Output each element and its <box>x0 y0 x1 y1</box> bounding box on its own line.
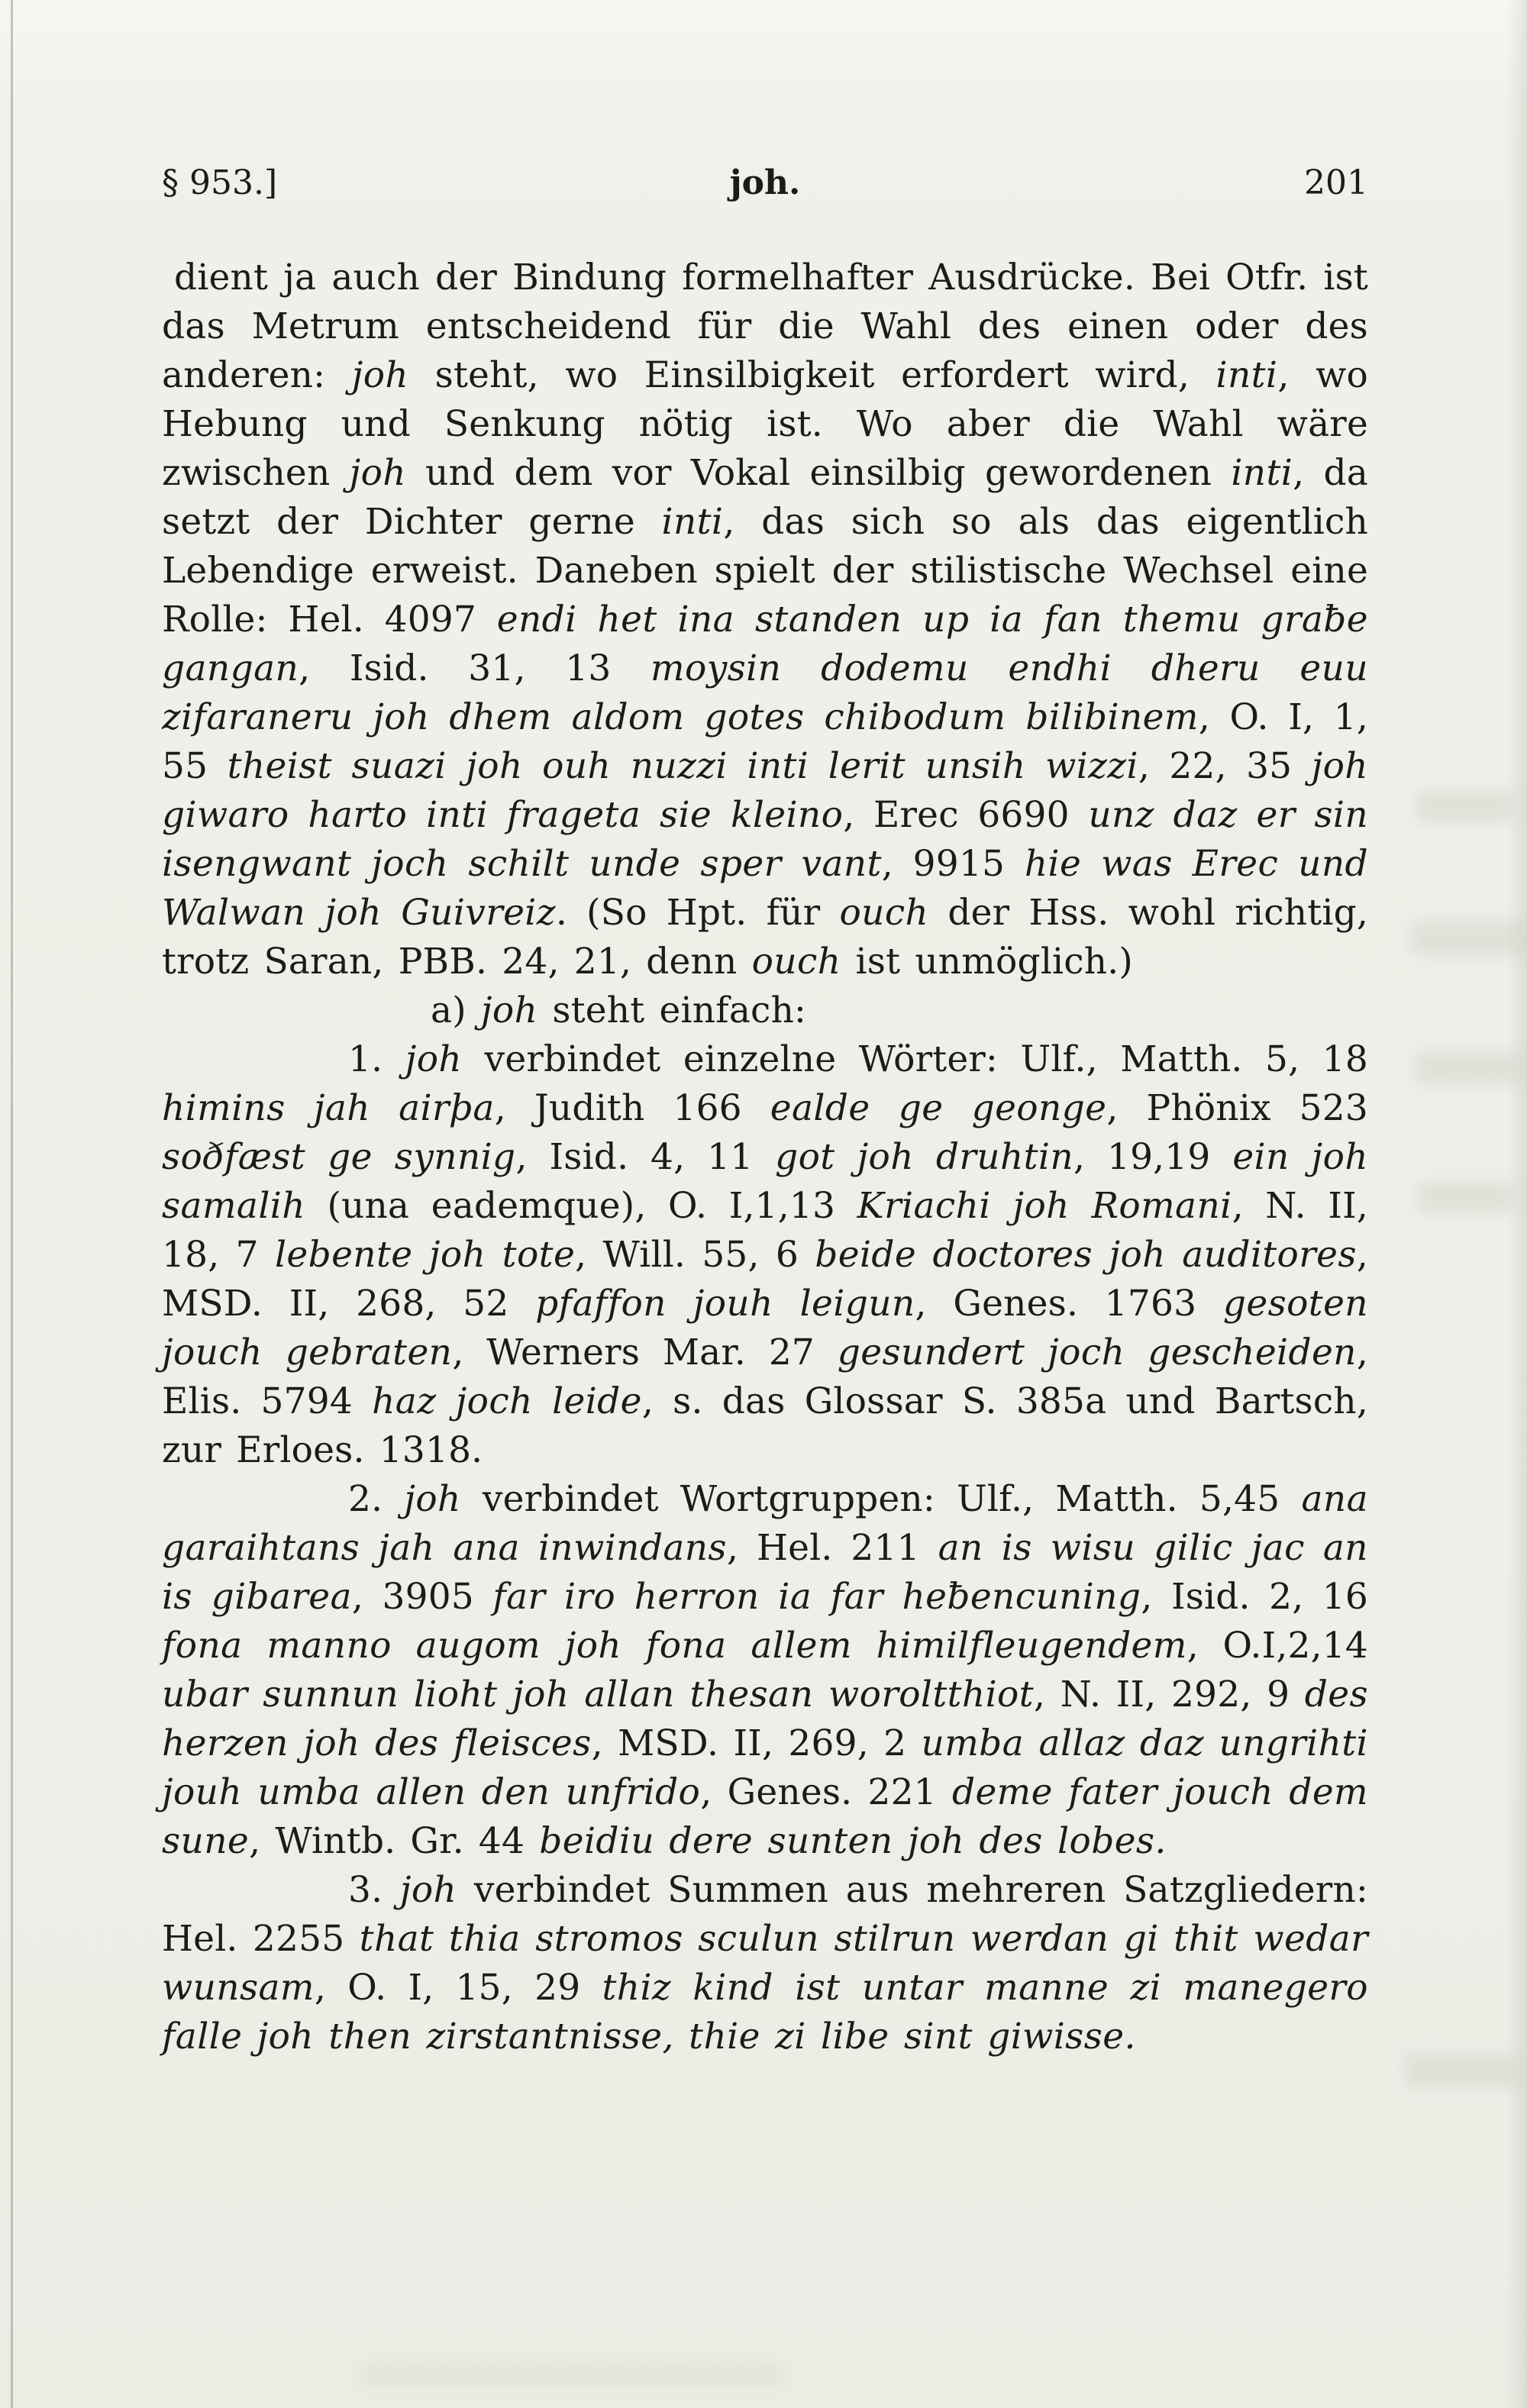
body-text: 1. <box>348 1038 405 1080</box>
body-text: , Isid. 4, 11 <box>515 1136 776 1178</box>
text-block <box>162 253 1368 2061</box>
italic-citation: haz joch leide <box>372 1380 642 1422</box>
section-number: § 953.] <box>162 163 278 202</box>
italic-citation: an is wisu gilic jac an is gibarea <box>162 1527 1368 1618</box>
italic-citation: ein joh samalih <box>162 1136 1368 1227</box>
body-text: der Hss. wohl richtig, trotz Saran, PBB. 24, 21, denn <box>162 892 1368 983</box>
italic-citation: pfaffon jouh leigun <box>535 1283 915 1325</box>
italic-citation: theist suazi joh ouh nuzzi inti lerit unsih wizzi <box>227 745 1138 787</box>
body-text: , Genes. 1763 <box>915 1283 1223 1325</box>
running-header <box>162 163 1368 204</box>
italic-citation: gesundert joch gescheiden <box>837 1332 1357 1373</box>
item-2 <box>162 1475 1368 1866</box>
italic-citation: joh <box>480 989 538 1031</box>
body-text: und dem vor Vokal einsilbig gewordenen <box>405 452 1232 494</box>
italic-citation: unz daz er sin isengwant joch schilt unde sper vant <box>162 794 1368 885</box>
body-text: , O. I, 15, 29 <box>314 1967 602 2009</box>
body-text: verbindet einzelne Wörter: Ulf., Matth. 5, 18 <box>462 1038 1368 1080</box>
body-text: , Judith 166 <box>494 1087 770 1129</box>
italic-citation: joh <box>349 452 406 494</box>
scan-artifact <box>1414 1052 1521 1084</box>
body-text: , N. II, 18, 7 <box>162 1185 1368 1276</box>
body-text: steht, wo Einsilbigkeit erfordert wird, <box>408 354 1216 396</box>
italic-citation: hie was Erec und Walwan joh Guivreiz <box>162 843 1368 934</box>
italic-citation: ubar sunnun lioht joh allan thesan woroltthiot <box>162 1674 1035 1716</box>
italic-citation: moysin dodemu endhi dheru euu zifaraneru joh dhem aldom gotes chibodum bilibinem <box>162 647 1368 738</box>
body-text: , das sich so als das eigentlich Lebendige erweist. Daneben spielt der stilistische Wechsel eine Rolle: Hel. 4097 <box>162 501 1369 641</box>
italic-citation: inti <box>1231 452 1293 494</box>
body-text: , Phönix 523 <box>1106 1087 1368 1129</box>
italic-citation: endi het ina standen up ia fan themu graƀe gangan <box>162 599 1368 689</box>
italic-citation: gesoten jouch gebraten <box>162 1283 1368 1373</box>
body-text: , wo Hebung und Senkung nötig ist. Wo aber die Wahl wäre zwischen <box>162 354 1368 494</box>
body-text: , Isid. 2, 16 <box>1141 1576 1368 1618</box>
italic-citation: joh <box>405 1038 463 1080</box>
italic-citation: inti <box>661 501 724 543</box>
body-text: , Will. 55, 6 <box>575 1234 815 1276</box>
page-number: 201 <box>1304 163 1369 202</box>
italic-citation: himins jah airþa <box>162 1087 495 1129</box>
body-text: verbindet Summen aus mehreren Satzgliedern: Hel. 2255 <box>162 1869 1368 1960</box>
paragraph-intro <box>162 253 1368 986</box>
scan-artifact <box>1416 790 1516 822</box>
scan-artifact <box>1405 2054 1519 2087</box>
italic-citation: ana garaihtans jah ana inwindans <box>162 1478 1368 1569</box>
body-text: , O.I,2,14 <box>1186 1625 1368 1667</box>
body-text: , MSD. II, 268, 52 <box>162 1234 1368 1325</box>
body-text: , 3905 <box>351 1576 493 1618</box>
italic-citation: that thia stromos sculun stilrun werdan gi thit wedar wunsam <box>162 1918 1368 2009</box>
body-text: , Isid. 31, 13 <box>299 647 651 689</box>
italic-citation: far iro herron ia far heƀencuning <box>492 1576 1141 1618</box>
body-text: , O. I, 1, 55 <box>162 696 1368 787</box>
subheading-a <box>162 986 1368 1035</box>
italic-citation: joh <box>404 1478 461 1520</box>
italic-citation: fona manno augom joh fona allem himilfleugendem <box>162 1625 1187 1667</box>
body-text: , MSD. II, 269, 2 <box>591 1722 922 1764</box>
italic-citation: deme fater jouch dem sune <box>162 1771 1369 1862</box>
body-text: , Werners Mar. 27 <box>452 1332 838 1373</box>
italic-citation: Kriachi joh Romani <box>857 1185 1232 1227</box>
body-text: , N. II, 292, 9 <box>1034 1674 1305 1716</box>
body-text: ist unmöglich.) <box>841 941 1133 983</box>
body-text: , Erec 6690 <box>843 794 1089 836</box>
running-title: joh. <box>729 163 801 202</box>
italic-citation: thiz kind ist untar manne zi manegero falle joh then zirstantnisse, thie zi libe sint giwisse. <box>162 1967 1368 2058</box>
body-text: , Elis. 5794 <box>162 1332 1368 1422</box>
scan-artifact <box>359 2365 786 2385</box>
body-text: , Hel. 211 <box>726 1527 938 1569</box>
italic-citation: joh giwaro harto inti frageta sie kleino <box>162 745 1368 836</box>
item-3 <box>162 1866 1368 2061</box>
body-text: 2. <box>348 1478 405 1520</box>
body-text: . (So Hpt. für <box>555 892 840 934</box>
italic-citation: umba allaz daz ungrihti jouh umba allen den unfrido <box>162 1722 1368 1813</box>
body-text: dient ja auch der Bindung formelhafter Ausdrücke. Bei Otfr. ist das Metrum entscheidend für die Wahl des einen oder des anderen: <box>162 257 1368 396</box>
italic-citation: ouch <box>751 941 841 983</box>
body-text: , 22, 35 <box>1138 745 1312 787</box>
body-text: 3. <box>348 1869 400 1911</box>
italic-citation: ouch <box>839 892 929 934</box>
item-1 <box>162 1035 1368 1475</box>
body-text: , Genes. 221 <box>700 1771 952 1813</box>
body-text: , 9915 <box>881 843 1025 885</box>
scan-artifact <box>1419 1182 1514 1212</box>
body-text: , s. das Glossar S. 385a und Bartsch, zur Erloes. 1318. <box>162 1380 1368 1471</box>
italic-citation: lebente joh tote <box>274 1234 576 1276</box>
italic-citation: joh <box>399 1869 457 1911</box>
body-text: verbindet Wortgruppen: Ulf., Matth. 5,45 <box>460 1478 1302 1520</box>
scan-artifact <box>1411 920 1525 955</box>
body-text: , 19,19 <box>1073 1136 1233 1178</box>
italic-citation: got joh druhtin <box>775 1136 1074 1178</box>
body-text: steht einfach: <box>538 989 807 1031</box>
italic-citation: beidiu dere sunten joh des lobes. <box>539 1820 1167 1862</box>
italic-citation: inti <box>1215 354 1278 396</box>
body-text: (una eademque), O. I,1,13 <box>305 1185 857 1227</box>
italic-citation: soðfæst ge synnig <box>162 1136 516 1178</box>
body-text: , da setzt der Dichter gerne <box>162 452 1368 543</box>
scan-edge-shadow <box>11 0 13 2408</box>
body-text: , Wintb. Gr. 44 <box>249 1820 540 1862</box>
body-text: a) <box>431 989 481 1031</box>
italic-citation: beide doctores joh auditores <box>815 1234 1357 1276</box>
italic-citation: des herzen joh des fleisces <box>162 1674 1368 1764</box>
italic-citation: joh <box>351 354 409 396</box>
italic-citation: ealde ge geonge <box>770 1087 1107 1129</box>
